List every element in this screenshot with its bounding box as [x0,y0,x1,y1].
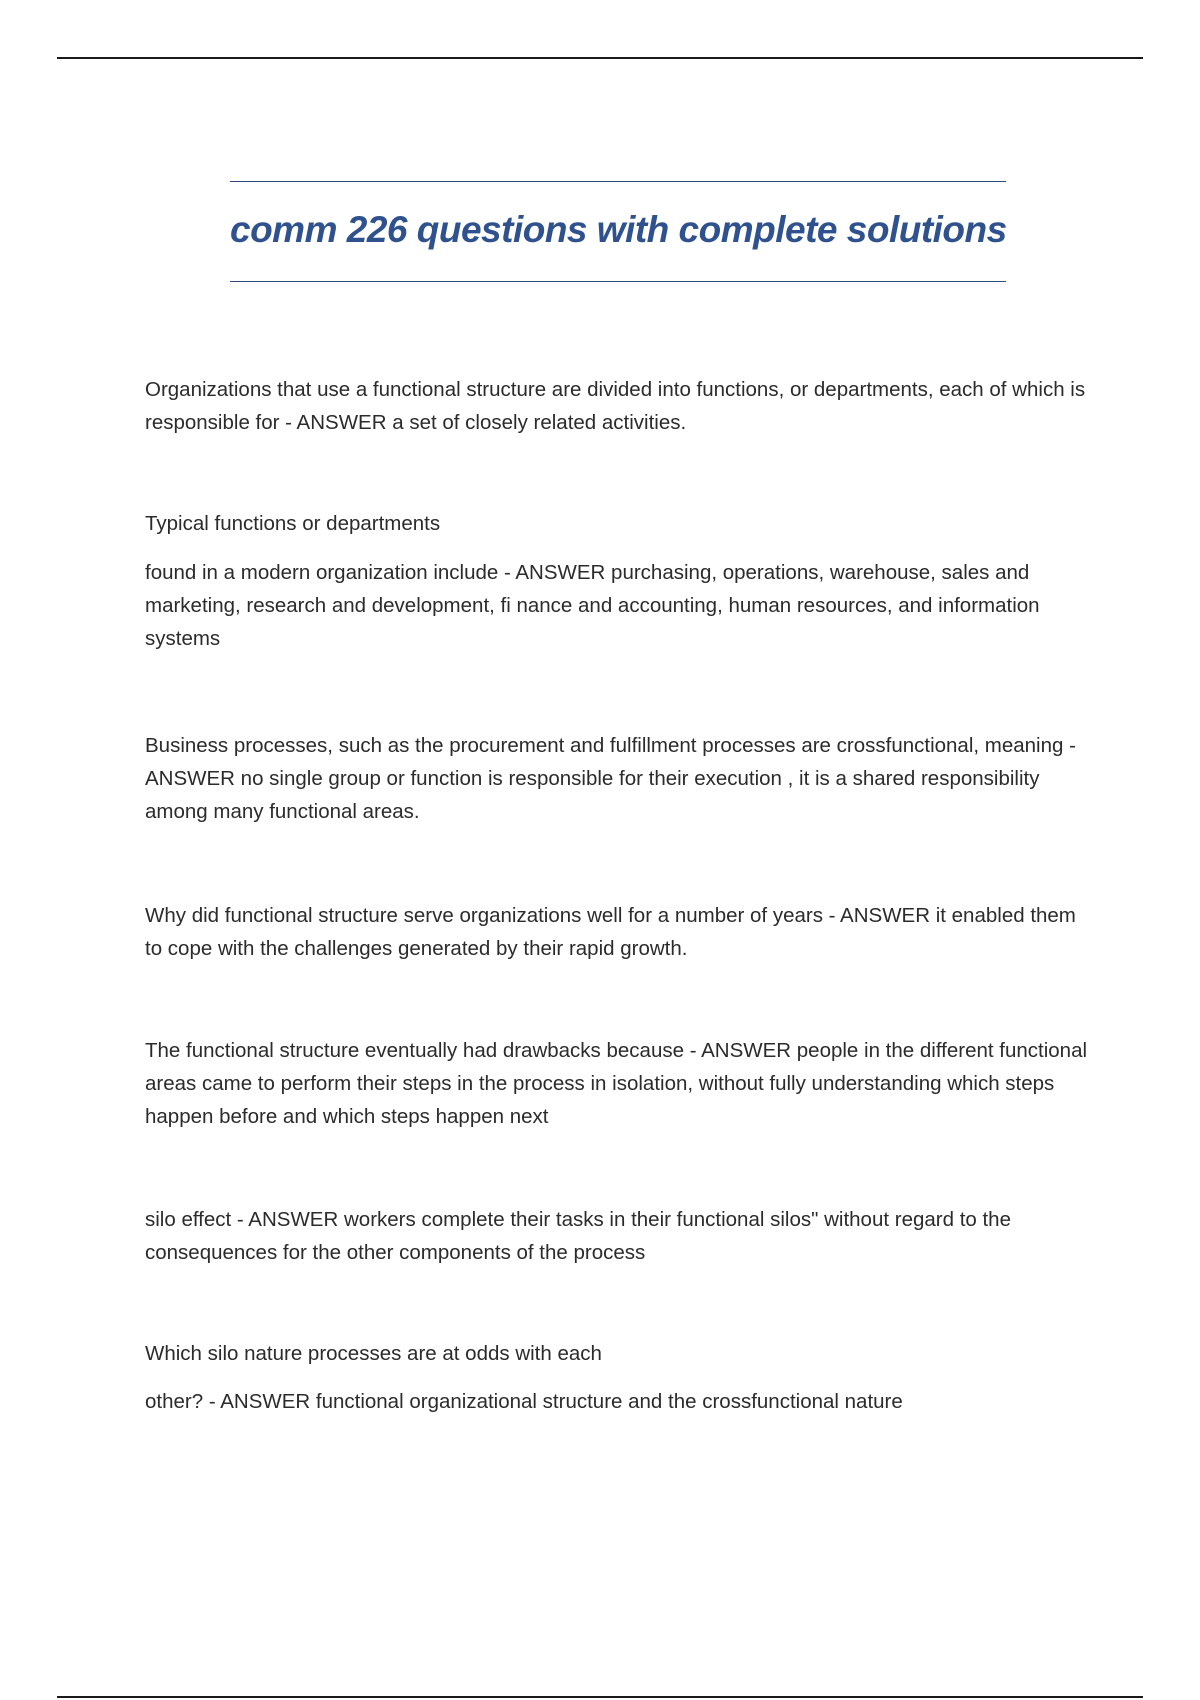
qa-entry-2 [145,507,1095,655]
qa-entry-3 [145,729,1095,828]
page-top-rule [57,57,1143,59]
document-title: comm 226 questions with complete solutions [230,209,1007,250]
qa-entry-5 [145,1034,1095,1133]
title-block [230,181,1006,283]
qa-entry-4 [145,899,1095,965]
qa-entry-continuation: found in a modern organization include - ANSWER purchasing, operations, warehouse, sales and marketing, research and development, fi nance and accounting, human resources, and information systems [145,561,1040,650]
qa-entry-7 [145,1337,1095,1418]
qa-entry-text: Why did functional structure serve organizations well for a number of years - ANSWER it enabled them to cope with the challenges generated by their rapid growth. [145,904,1076,960]
qa-entry-6 [145,1203,1095,1269]
qa-entry-text: The functional structure eventually had drawbacks because - ANSWER people in the different functional areas came to perform their steps in the process in isolation, without fully understanding which steps happen before and which steps happen next [145,1039,1088,1128]
page-bottom-rule [57,1696,1143,1698]
qa-entry-text: Typical functions or departments [145,512,441,535]
title-upper-rule [230,181,1006,182]
qa-entry-text: Business processes, such as the procurement and fulfillment processes are crossfunctional, meaning - ANSWER no single group or function is responsible for their execution , it is a shared responsibility among many functional areas. [145,734,1076,823]
title-lower-rule [230,281,1006,282]
qa-entry-text: silo effect - ANSWER workers complete their tasks in their functional silos" without regard to the consequences for the other components of the process [145,1208,1011,1264]
qa-entry-text: Organizations that use a functional structure are divided into functions, or departments, each of which is responsible for - ANSWER a set of closely related activities. [145,378,1086,434]
qa-entry-continuation: other? - ANSWER functional organizational structure and the crossfunctional nature [145,1390,903,1413]
qa-entry-1 [145,373,1095,439]
qa-entry-text: Which silo nature processes are at odds with each [145,1342,602,1365]
